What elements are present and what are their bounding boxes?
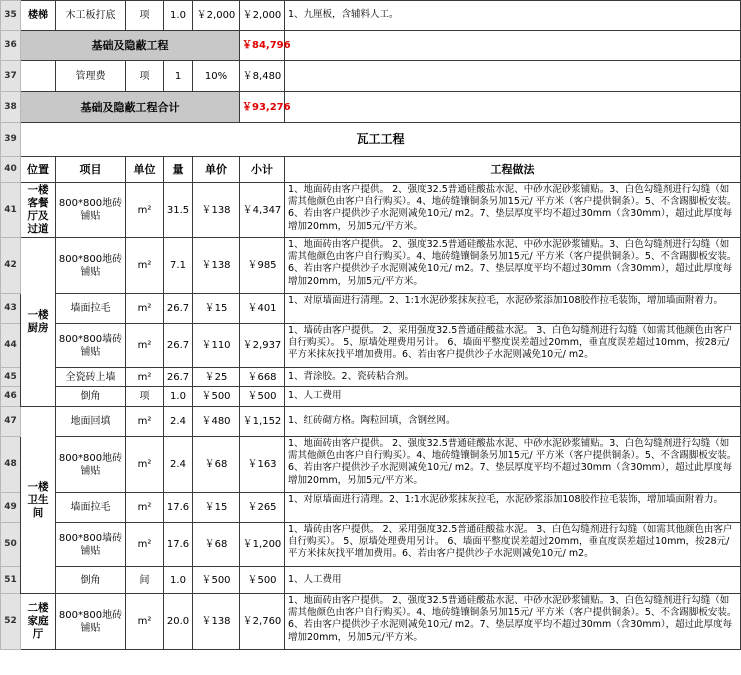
cell-price[interactable]: ￥500	[193, 567, 240, 594]
cell-item[interactable]: 800*800地砖铺贴	[56, 238, 126, 294]
table-row	[1, 238, 741, 294]
cell-qty[interactable]: 2.4	[164, 437, 193, 493]
cell-subtotal[interactable]: ￥500	[240, 567, 285, 594]
cell-item[interactable]: 木工板打底	[56, 1, 126, 31]
header-price[interactable]: 单价	[193, 157, 240, 183]
subtotal-value[interactable]: ￥84,796	[240, 31, 285, 61]
cell-qty[interactable]: 2.4	[164, 407, 193, 437]
table-row	[1, 387, 741, 407]
cell-price[interactable]: ￥68	[193, 437, 240, 493]
table-row	[1, 324, 741, 368]
cell-unit[interactable]: 项	[126, 1, 164, 31]
cell-price[interactable]: ￥138	[193, 594, 240, 650]
cell-unit[interactable]: m²	[126, 523, 164, 567]
grand-total-label[interactable]: 基础及隐蔽工程合计	[21, 92, 240, 123]
cell-price[interactable]: ￥25	[193, 368, 240, 387]
cell-item[interactable]: 墙面拉毛	[56, 294, 126, 324]
cell-qty[interactable]: 1.0	[164, 387, 193, 407]
cell-qty[interactable]: 26.7	[164, 324, 193, 368]
cell-subtotal[interactable]: ￥668	[240, 368, 285, 387]
cell-qty[interactable]: 1.0	[164, 567, 193, 594]
cell-unit[interactable]: m²	[126, 324, 164, 368]
header-location[interactable]: 位置	[21, 157, 56, 183]
cell-qty[interactable]: 7.1	[164, 238, 193, 294]
cell-subtotal[interactable]: ￥401	[240, 294, 285, 324]
cell-price[interactable]: ￥500	[193, 387, 240, 407]
cell-description[interactable]: 1、对原墙面进行清理。2、1:1水泥砂浆抹灰拉毛，水泥砂浆添加108胶作拉毛装饰，增加墙面附着力。	[285, 493, 741, 523]
cell-description[interactable]: 1、人工费用	[285, 567, 741, 594]
cell-description[interactable]: 1、背涂胶。2、瓷砖粘合剂。	[285, 368, 741, 387]
cell-item[interactable]: 管理费	[56, 61, 126, 92]
cell-qty[interactable]: 1	[164, 61, 193, 92]
cell-price[interactable]: ￥15	[193, 493, 240, 523]
table-row	[1, 493, 741, 523]
cell-item[interactable]: 800*800墙砖铺贴	[56, 523, 126, 567]
cell-subtotal[interactable]: ￥265	[240, 493, 285, 523]
cell-description[interactable]: 1、地面砖由客户提供。 2、强度32.5普通硅酸盐水泥、中砂水泥砂浆铺贴。3、白色勾缝剂进行勾缝（如需其他颜色由客户自行购买）。4、地砖缝镶铜条另加15元/ 平方米（客户提供铜条）。5、不含踢脚板安装。 6、若由客户提供沙子水泥则减免10元/ m2。7、垫层厚度平均不超过30mm（含30mm），超过此厚度每增加20mm，另加5元/平方米。	[285, 437, 741, 493]
cell-description[interactable]: 1、地面砖由客户提供。 2、强度32.5普通硅酸盐水泥、中砂水泥砂浆铺贴。3、白色勾缝剂进行勾缝（如需其他颜色由客户自行购买）。4、地砖缝镶铜条另加15元/ 平方米（客户提供铜条）。5、不含踢脚板安装。 6、若由客户提供沙子水泥则减免10元/ m2。7、垫层厚度平均不超过30mm（含30mm），超过此厚度每增加20mm，另加5元/平方米。	[285, 594, 741, 650]
cell-unit[interactable]: 项	[126, 387, 164, 407]
cell-item[interactable]: 墙面拉毛	[56, 493, 126, 523]
row-number: 43	[1, 294, 21, 324]
cell-subtotal[interactable]: ￥2,000	[240, 1, 285, 31]
row-number: 35	[1, 1, 21, 31]
cell-qty[interactable]: 31.5	[164, 183, 193, 238]
row-number: 38	[1, 92, 21, 123]
cell-description[interactable]: 1、墙砖由客户提供。 2、采用强度32.5普通硅酸盐水泥。 3、白色勾缝剂进行勾缝（如需其他颜色由客户自行购买）。 5、原墙处理费用另计。 6、墙面平整度误差超过20mm，垂直度误差超过10mm，按28元/平方米抹灰找平增加费用。6、若由客户提供沙子水泥则减免10元/ m2。	[285, 523, 741, 567]
cell-unit[interactable]: m²	[126, 183, 164, 238]
cell-price[interactable]: ￥15	[193, 294, 240, 324]
cell-unit[interactable]: 项	[126, 61, 164, 92]
row-number: 37	[1, 61, 21, 92]
row-number: 44	[1, 324, 21, 368]
cell-subtotal[interactable]: ￥1,152	[240, 407, 285, 437]
cell-price[interactable]: ￥480	[193, 407, 240, 437]
cell-qty[interactable]: 26.7	[164, 294, 193, 324]
row-number: 40	[1, 157, 21, 183]
cell-price[interactable]: ￥2,000	[193, 1, 240, 31]
table-row	[1, 368, 741, 387]
cell-subtotal[interactable]: ￥2,937	[240, 324, 285, 368]
column-header-row	[1, 157, 741, 183]
cell-item[interactable]: 全瓷砖上墙	[56, 368, 126, 387]
cell-price[interactable]: 10%	[193, 61, 240, 92]
row-number: 47	[1, 407, 21, 437]
row-number: 51	[1, 567, 21, 594]
header-item[interactable]: 项目	[56, 157, 126, 183]
cell-subtotal[interactable]: ￥1,200	[240, 523, 285, 567]
cell-subtotal[interactable]: ￥8,480	[240, 61, 285, 92]
cell-item[interactable]: 800*800墙砖铺贴	[56, 324, 126, 368]
header-subtotal[interactable]: 小计	[240, 157, 285, 183]
cell-qty[interactable]: 17.6	[164, 523, 193, 567]
table-row	[1, 407, 741, 437]
table-row	[1, 123, 741, 157]
cell-price[interactable]: ￥68	[193, 523, 240, 567]
cell-description[interactable]: 1、红砖砌方格。陶粒回填，含钢丝网。	[285, 407, 741, 437]
table-row	[1, 567, 741, 594]
cell-location[interactable]: 二楼家庭厅	[21, 594, 56, 650]
cell-unit[interactable]: m²	[126, 368, 164, 387]
table-row	[1, 437, 741, 493]
cell-unit[interactable]: m²	[126, 238, 164, 294]
empty-cell[interactable]	[285, 92, 741, 123]
cell-description[interactable]: 1、九厘板，含辅料人工。	[285, 1, 741, 31]
row-number: 46	[1, 387, 21, 407]
cell-item[interactable]: 800*800地砖铺贴	[56, 437, 126, 493]
header-unit[interactable]: 单位	[126, 157, 164, 183]
cell-subtotal[interactable]: ￥500	[240, 387, 285, 407]
cell-description[interactable]: 1、地面砖由客户提供。 2、强度32.5普通硅酸盐水泥、中砂水泥砂浆铺贴。3、白色勾缝剂进行勾缝（如需其他颜色由客户自行购买）。4、地砖缝镶铜条另加15元/ 平方米（客户提供铜条）。5、不含踢脚板安装。 6、若由客户提供沙子水泥则减免10元/ m2。7、垫层厚度平均不超过30mm（含30mm），超过此厚度每增加20mm，另加5元/平方米。	[285, 238, 741, 294]
cell-location[interactable]: 楼梯	[21, 1, 56, 31]
table-row	[1, 594, 741, 650]
cell-unit[interactable]: 间	[126, 567, 164, 594]
cell-location[interactable]	[21, 61, 56, 92]
table-row	[1, 31, 741, 61]
cell-unit[interactable]: m²	[126, 294, 164, 324]
cell-subtotal[interactable]: ￥4,347	[240, 183, 285, 238]
cell-description[interactable]	[285, 61, 741, 92]
cell-price[interactable]: ￥110	[193, 324, 240, 368]
table-row	[1, 183, 741, 238]
row-number: 42	[1, 238, 21, 294]
cell-description[interactable]: 1、对原墙面进行清理。2、1:1水泥砂浆抹灰拉毛，水泥砂浆添加108胶作拉毛装饰，增加墙面附着力。	[285, 294, 741, 324]
row-number: 36	[1, 31, 21, 61]
table-row	[1, 294, 741, 324]
cell-subtotal[interactable]: ￥985	[240, 238, 285, 294]
cell-description[interactable]: 1、墙砖由客户提供。 2、采用强度32.5普通硅酸盐水泥。 3、白色勾缝剂进行勾缝（如需其他颜色由客户自行购买）。 5、原墙处理费用另计。 6、墙面平整度误差超过20mm，垂直度误差超过10mm，按28元/平方米抹灰找平增加费用。6、若由客户提供沙子水泥则减免10元/ m2。	[285, 324, 741, 368]
cell-unit[interactable]: m²	[126, 493, 164, 523]
cell-location[interactable]: 一楼厨房	[21, 238, 56, 407]
cell-location[interactable]: 一楼卫生间	[21, 407, 56, 594]
cell-subtotal[interactable]: ￥163	[240, 437, 285, 493]
cell-qty[interactable]: 26.7	[164, 368, 193, 387]
subtotal-label[interactable]: 基础及隐蔽工程	[21, 31, 240, 61]
row-number: 45	[1, 368, 21, 387]
cell-price[interactable]: ￥138	[193, 238, 240, 294]
cell-price[interactable]: ￥138	[193, 183, 240, 238]
cell-unit[interactable]: m²	[126, 407, 164, 437]
row-number: 39	[1, 123, 21, 157]
cell-item[interactable]: 倒角	[56, 567, 126, 594]
table-row	[1, 61, 741, 92]
cell-item[interactable]: 地面回填	[56, 407, 126, 437]
row-number: 52	[1, 594, 21, 650]
cell-unit[interactable]: m²	[126, 594, 164, 650]
cell-location[interactable]: 一楼客餐厅及过道	[21, 183, 56, 238]
cell-unit[interactable]: m²	[126, 437, 164, 493]
table-row	[1, 1, 741, 31]
cell-qty[interactable]: 1.0	[164, 1, 193, 31]
cell-description[interactable]: 1、地面砖由客户提供。 2、强度32.5普通硅酸盐水泥、中砂水泥砂浆铺贴。3、白色勾缝剂进行勾缝（如需其他颜色由客户自行购买）。4、地砖缝镶铜条另加15元/ 平方米（客户提供铜条）。5、不含踢脚板安装。 6、若由客户提供沙子水泥则减免10元/ m2。7、垫层厚度平均不超过30mm（含30mm），超过此厚度每增加20mm，另加5元/平方米。	[285, 183, 741, 238]
grand-total-value[interactable]: ￥93,276	[240, 92, 285, 123]
row-number: 48	[1, 437, 21, 493]
row-number: 50	[1, 523, 21, 567]
row-number: 41	[1, 183, 21, 238]
header-description[interactable]: 工程做法	[285, 157, 741, 183]
cell-qty[interactable]: 17.6	[164, 493, 193, 523]
cell-item[interactable]: 800*800地砖铺贴	[56, 594, 126, 650]
cell-item[interactable]: 倒角	[56, 387, 126, 407]
table-row	[1, 523, 741, 567]
header-qty[interactable]: 量	[164, 157, 193, 183]
cell-description[interactable]: 1、人工费用	[285, 387, 741, 407]
cell-subtotal[interactable]: ￥2,760	[240, 594, 285, 650]
table-row	[1, 92, 741, 123]
section-title[interactable]: 瓦工工程	[21, 123, 741, 157]
cell-qty[interactable]: 20.0	[164, 594, 193, 650]
empty-cell[interactable]	[285, 31, 741, 61]
row-number: 49	[1, 493, 21, 523]
cell-item[interactable]: 800*800地砖铺贴	[56, 183, 126, 238]
